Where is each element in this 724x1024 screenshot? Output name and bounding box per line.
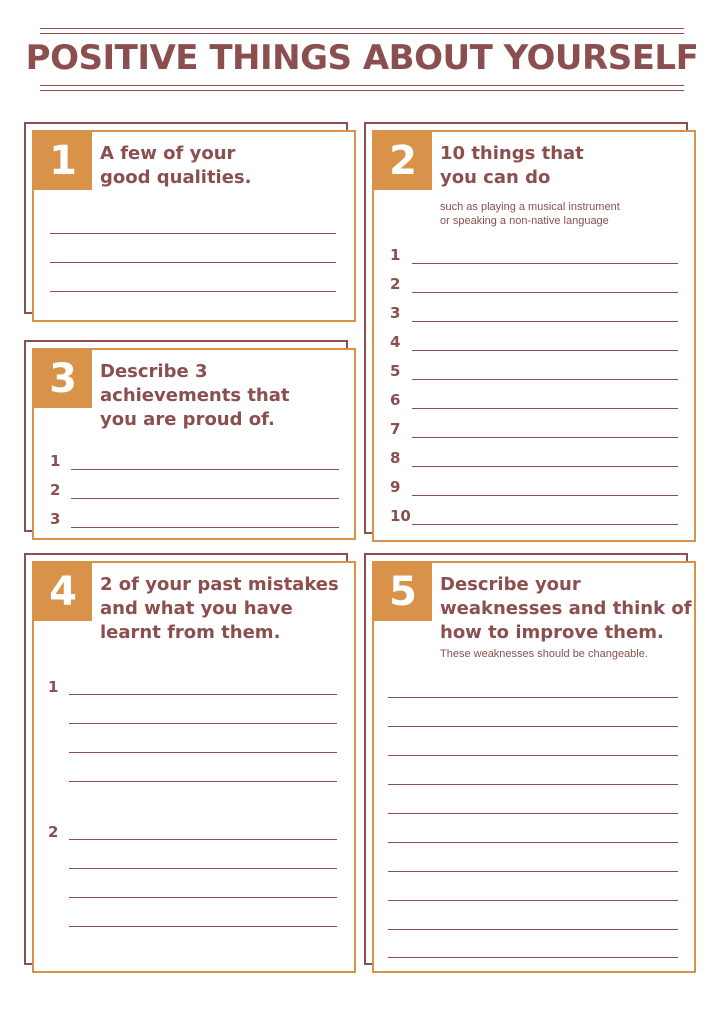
section-5-answer-line[interactable] — [388, 842, 678, 843]
section-4-answer-line[interactable] — [69, 897, 337, 898]
section-4-answer-line[interactable] — [69, 781, 337, 782]
section-5-answer-line[interactable] — [388, 697, 678, 698]
title-rule-top-1 — [40, 28, 684, 29]
section-1-answer-line[interactable] — [50, 291, 336, 292]
section-3-number: 3 — [34, 350, 92, 408]
section-4 — [24, 553, 356, 973]
section-5-answer-line[interactable] — [388, 784, 678, 785]
section-3 — [24, 340, 356, 540]
section-5-answer-line[interactable] — [388, 813, 678, 814]
section-2-answer-line[interactable] — [412, 263, 678, 264]
section-2-label-5: 5 — [390, 362, 401, 380]
section-5-answer-line[interactable] — [388, 871, 678, 872]
section-1-answer-line[interactable] — [50, 262, 336, 263]
section-1-card — [32, 130, 356, 322]
title-rule-bottom-2 — [40, 90, 684, 91]
section-2-answer-line[interactable] — [412, 524, 678, 525]
section-3-label-2: 2 — [50, 481, 61, 499]
section-3-answer-line[interactable] — [71, 498, 339, 499]
section-4-label-1: 1 — [48, 678, 59, 696]
section-4-answer-line[interactable] — [69, 723, 337, 724]
section-4-card — [32, 561, 356, 973]
section-1 — [24, 122, 356, 322]
section-5-answer-line[interactable] — [388, 957, 678, 958]
section-3-label-3: 3 — [50, 510, 61, 528]
section-2-label-10: 10 — [390, 507, 411, 525]
title-rule-bottom-1 — [40, 85, 684, 86]
section-3-heading: Describe 3 achievements that you are proud of. — [100, 361, 290, 430]
section-3-card — [32, 348, 356, 540]
section-2-number: 2 — [374, 132, 432, 190]
section-5-number: 5 — [374, 563, 432, 621]
section-4-answer-line[interactable] — [69, 868, 337, 869]
section-1-number: 1 — [34, 132, 92, 190]
section-2-answer-line[interactable] — [412, 466, 678, 467]
section-2-label-4: 4 — [390, 333, 401, 351]
section-3-label-1: 1 — [50, 452, 61, 470]
section-4-label-2: 2 — [48, 823, 59, 841]
section-2 — [364, 122, 696, 542]
section-4-heading: 2 of your past mistakes and what you have learnt from them. — [100, 574, 339, 643]
section-5 — [364, 553, 696, 973]
section-2-answer-line[interactable] — [412, 321, 678, 322]
section-4-answer-line[interactable] — [69, 926, 337, 927]
section-2-answer-line[interactable] — [412, 379, 678, 380]
section-5-note: These weaknesses should be changeable. — [440, 648, 648, 660]
section-2-label-3: 3 — [390, 304, 401, 322]
section-4-answer-line[interactable] — [69, 694, 337, 695]
title-rule-top-2 — [40, 33, 684, 34]
section-2-heading: 10 things that you can do — [440, 143, 584, 188]
section-2-label-8: 8 — [390, 449, 401, 467]
section-2-label-6: 6 — [390, 391, 401, 409]
section-5-answer-line[interactable] — [388, 900, 678, 901]
section-2-label-2: 2 — [390, 275, 401, 293]
section-5-heading: Describe your weaknesses and think of how to improve them. — [440, 574, 692, 643]
section-2-answer-line[interactable] — [412, 408, 678, 409]
section-1-answer-line[interactable] — [50, 233, 336, 234]
section-1-heading: A few of your good qualities. — [100, 143, 252, 188]
section-4-number: 4 — [34, 563, 92, 621]
section-3-answer-line[interactable] — [71, 469, 339, 470]
section-2-card — [372, 130, 696, 542]
section-5-answer-line[interactable] — [388, 929, 678, 930]
section-4-answer-line[interactable] — [69, 839, 337, 840]
section-5-answer-line[interactable] — [388, 755, 678, 756]
section-5-answer-line[interactable] — [388, 726, 678, 727]
section-4-answer-line[interactable] — [69, 752, 337, 753]
section-2-label-7: 7 — [390, 420, 401, 438]
section-2-answer-line[interactable] — [412, 495, 678, 496]
section-2-answer-line[interactable] — [412, 350, 678, 351]
section-2-answer-line[interactable] — [412, 437, 678, 438]
page-title: POSITIVE THINGS ABOUT YOURSELF — [25, 38, 699, 78]
section-2-label-9: 9 — [390, 478, 401, 496]
section-2-note: such as playing a musical instrument or speaking a non-native language — [440, 201, 620, 227]
section-5-card — [372, 561, 696, 973]
section-2-label-1: 1 — [390, 246, 401, 264]
section-3-answer-line[interactable] — [71, 527, 339, 528]
section-2-answer-line[interactable] — [412, 292, 678, 293]
